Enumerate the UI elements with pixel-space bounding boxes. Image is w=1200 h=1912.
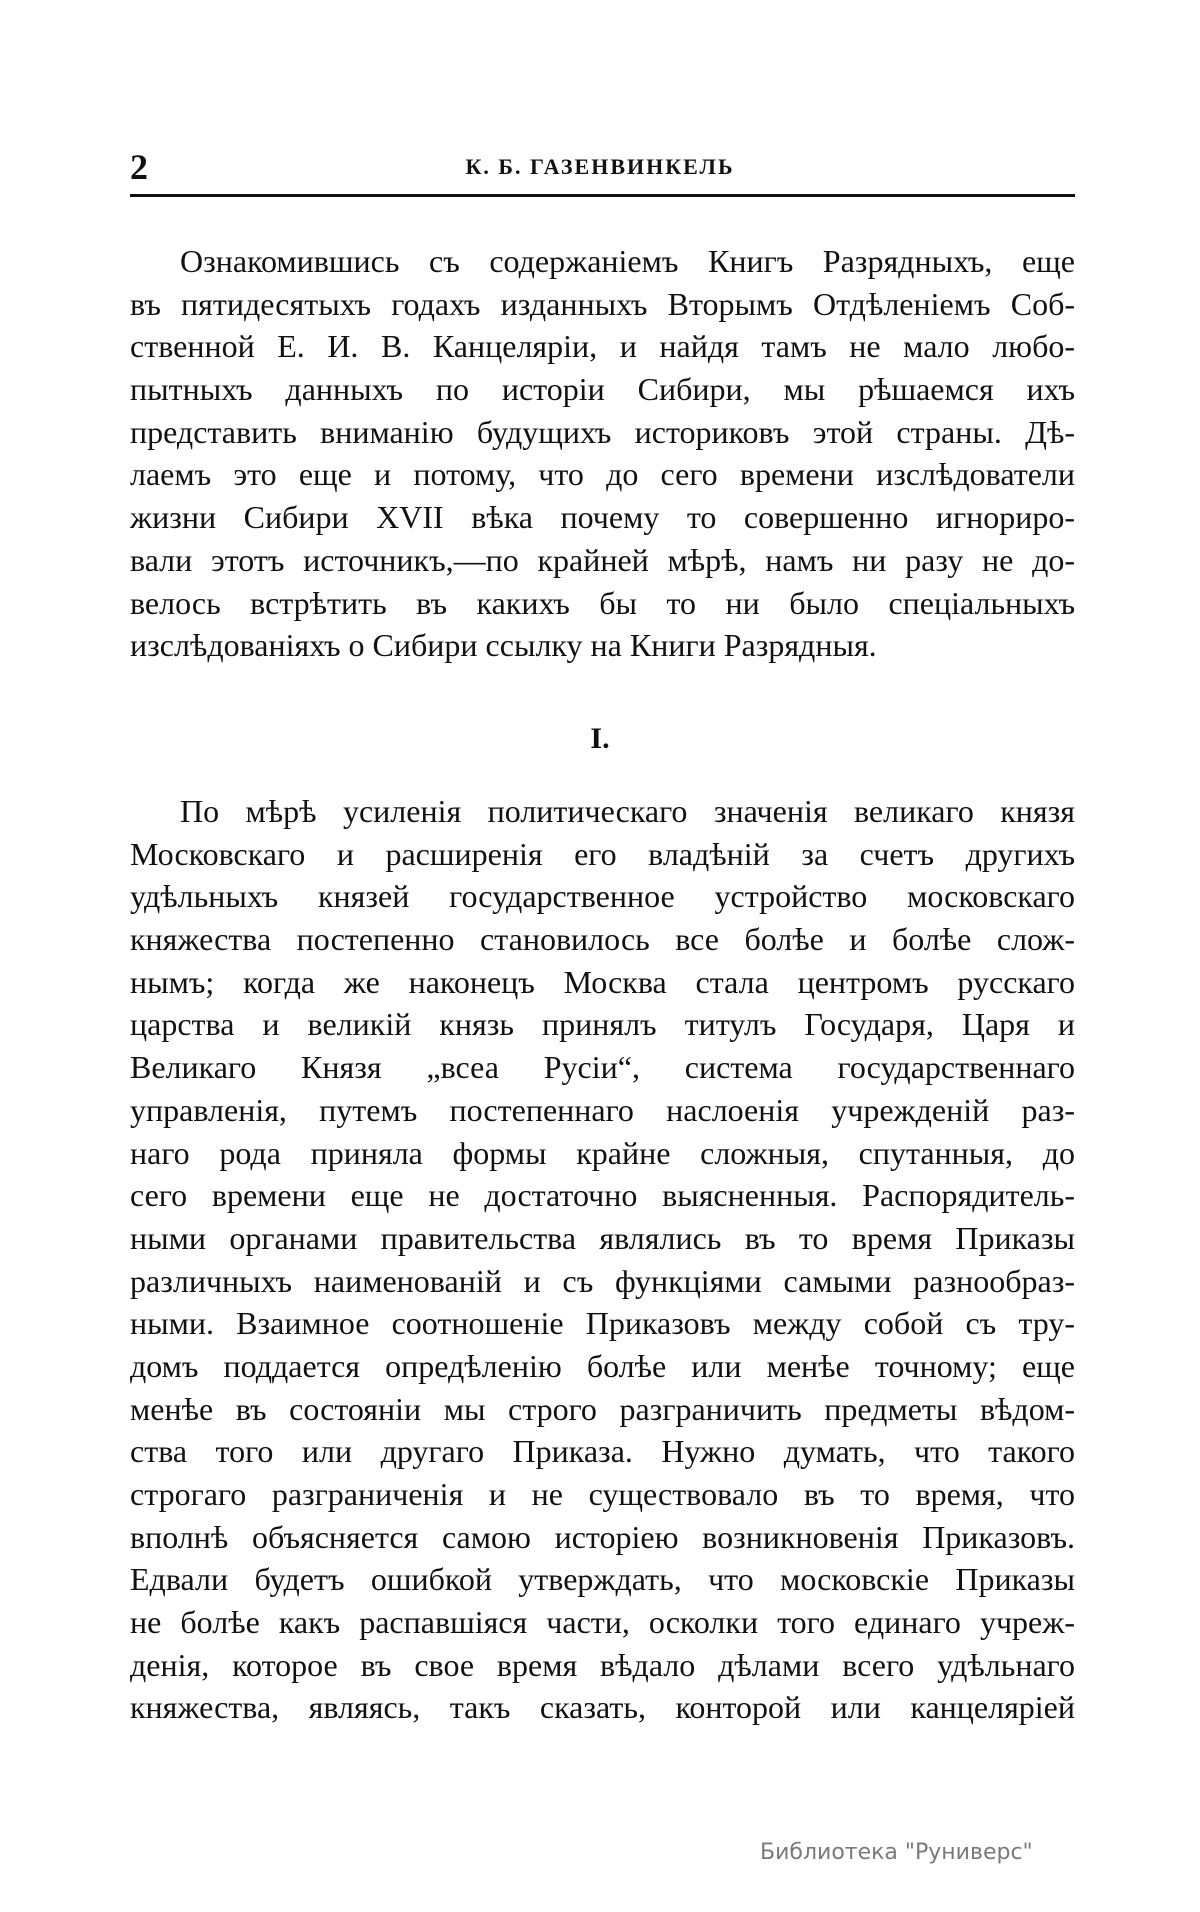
section-number: I. — [590, 722, 610, 755]
text-line: княжества, являясь, такъ сказать, конторой или канцеляріей — [130, 1689, 1075, 1726]
text-line: лаемъ это еще и потому, что до сего времени изслѣдователи — [130, 456, 1075, 493]
text-line: велось встрѣтить въ какихъ бы то ни было спеціальныхъ — [130, 584, 1075, 621]
text-line: нымъ; когда же наконецъ Москва стала центромъ русскаго — [130, 963, 1075, 1000]
text-line: не болѣе какъ распавшіяся части, осколки того единаго учреж- — [130, 1604, 1075, 1641]
text-line: представить вниманію будущихъ историковъ этой страны. Дѣ- — [130, 413, 1075, 450]
text-line: княжества постепенно становилось все болѣе и болѣе слож- — [130, 921, 1075, 958]
text-line: изслѣдованіяхъ о Сибири ссылку на Книги Разрядныя. — [130, 627, 877, 664]
text-line: управленія, путемъ постепеннаго наслоенія учрежденій раз- — [130, 1091, 1075, 1128]
text-line: вполнѣ объясняется самою исторіею возникновенія Приказовъ. — [130, 1518, 1075, 1555]
paragraph-section-1 — [130, 790, 1075, 1729]
library-watermark: Библиотека "Руниверс" — [760, 1840, 1033, 1865]
text-line: денія, которое въ свое время вѣдало дѣлами всего удѣльнаго — [130, 1646, 1075, 1683]
running-head: К. Б. ГАЗЕНВИНКЕЛЬ — [465, 154, 735, 179]
text-line: ства того или другаго Приказа. Нужно думать, что такого — [130, 1433, 1075, 1470]
text-line: пытныхъ данныхъ по исторіи Сибири, мы рѣшаемся ихъ — [130, 371, 1075, 408]
text-line: По мѣрѣ усиленія политическаго значенія великаго князя — [180, 793, 1075, 829]
text-line: домъ поддается опредѣленію болѣе или менѣе точному; еще — [130, 1347, 1075, 1384]
text-line: сего времени еще не достаточно выясненныя. Распорядитель- — [130, 1177, 1075, 1214]
text-line: Великаго Князя „всеа Русіи“, система государственнаго — [130, 1049, 1075, 1086]
text-line: наго рода приняла формы крайне сложныя, спутанныя, до — [130, 1134, 1075, 1171]
text-line: строгаго разграниченія и не существовало въ то время, что — [130, 1476, 1075, 1512]
text-line: вали этотъ источникъ,—по крайней мѣрѣ, намъ ни разу не до- — [130, 541, 1075, 578]
text-line: въ пятидесятыхъ годахъ изданныхъ Вторымъ Отдѣленіемъ Соб- — [130, 285, 1075, 322]
text-line: ными органами правительства являлись въ то время Приказы — [130, 1219, 1075, 1256]
header-rule — [130, 194, 1075, 197]
text-line: жизни Сибири XVII вѣка почему то совершенно игнориро- — [130, 499, 1075, 536]
text-line: ственной Е. И. В. Канцеляріи, и найдя тамъ не мало любо- — [130, 328, 1075, 365]
text-line: различныхъ наименованій и съ функціями самыми разнообраз- — [130, 1262, 1075, 1299]
paragraph-intro — [130, 240, 1075, 667]
text-line: удѣльныхъ князей государственное устройство московскаго — [130, 878, 1075, 915]
text-line: царства и великій князь принялъ титулъ Государя, Царя и — [130, 1006, 1075, 1043]
text-line: Московскаго и расширенія его владѣній за счетъ другихъ — [130, 835, 1075, 872]
text-line: Ознакомившись съ содержаніемъ Книгъ Разрядныхъ, еще — [180, 243, 1075, 279]
text-line: Едвали будетъ ошибкой утверждать, что московскіе Приказы — [130, 1561, 1075, 1598]
text-line: ными. Взаимное соотношеніе Приказовъ между собой съ тру- — [130, 1305, 1075, 1342]
text-line: менѣе въ состояніи мы строго разграничить предметы вѣдом- — [130, 1390, 1075, 1427]
page-number: 2 — [130, 147, 148, 187]
